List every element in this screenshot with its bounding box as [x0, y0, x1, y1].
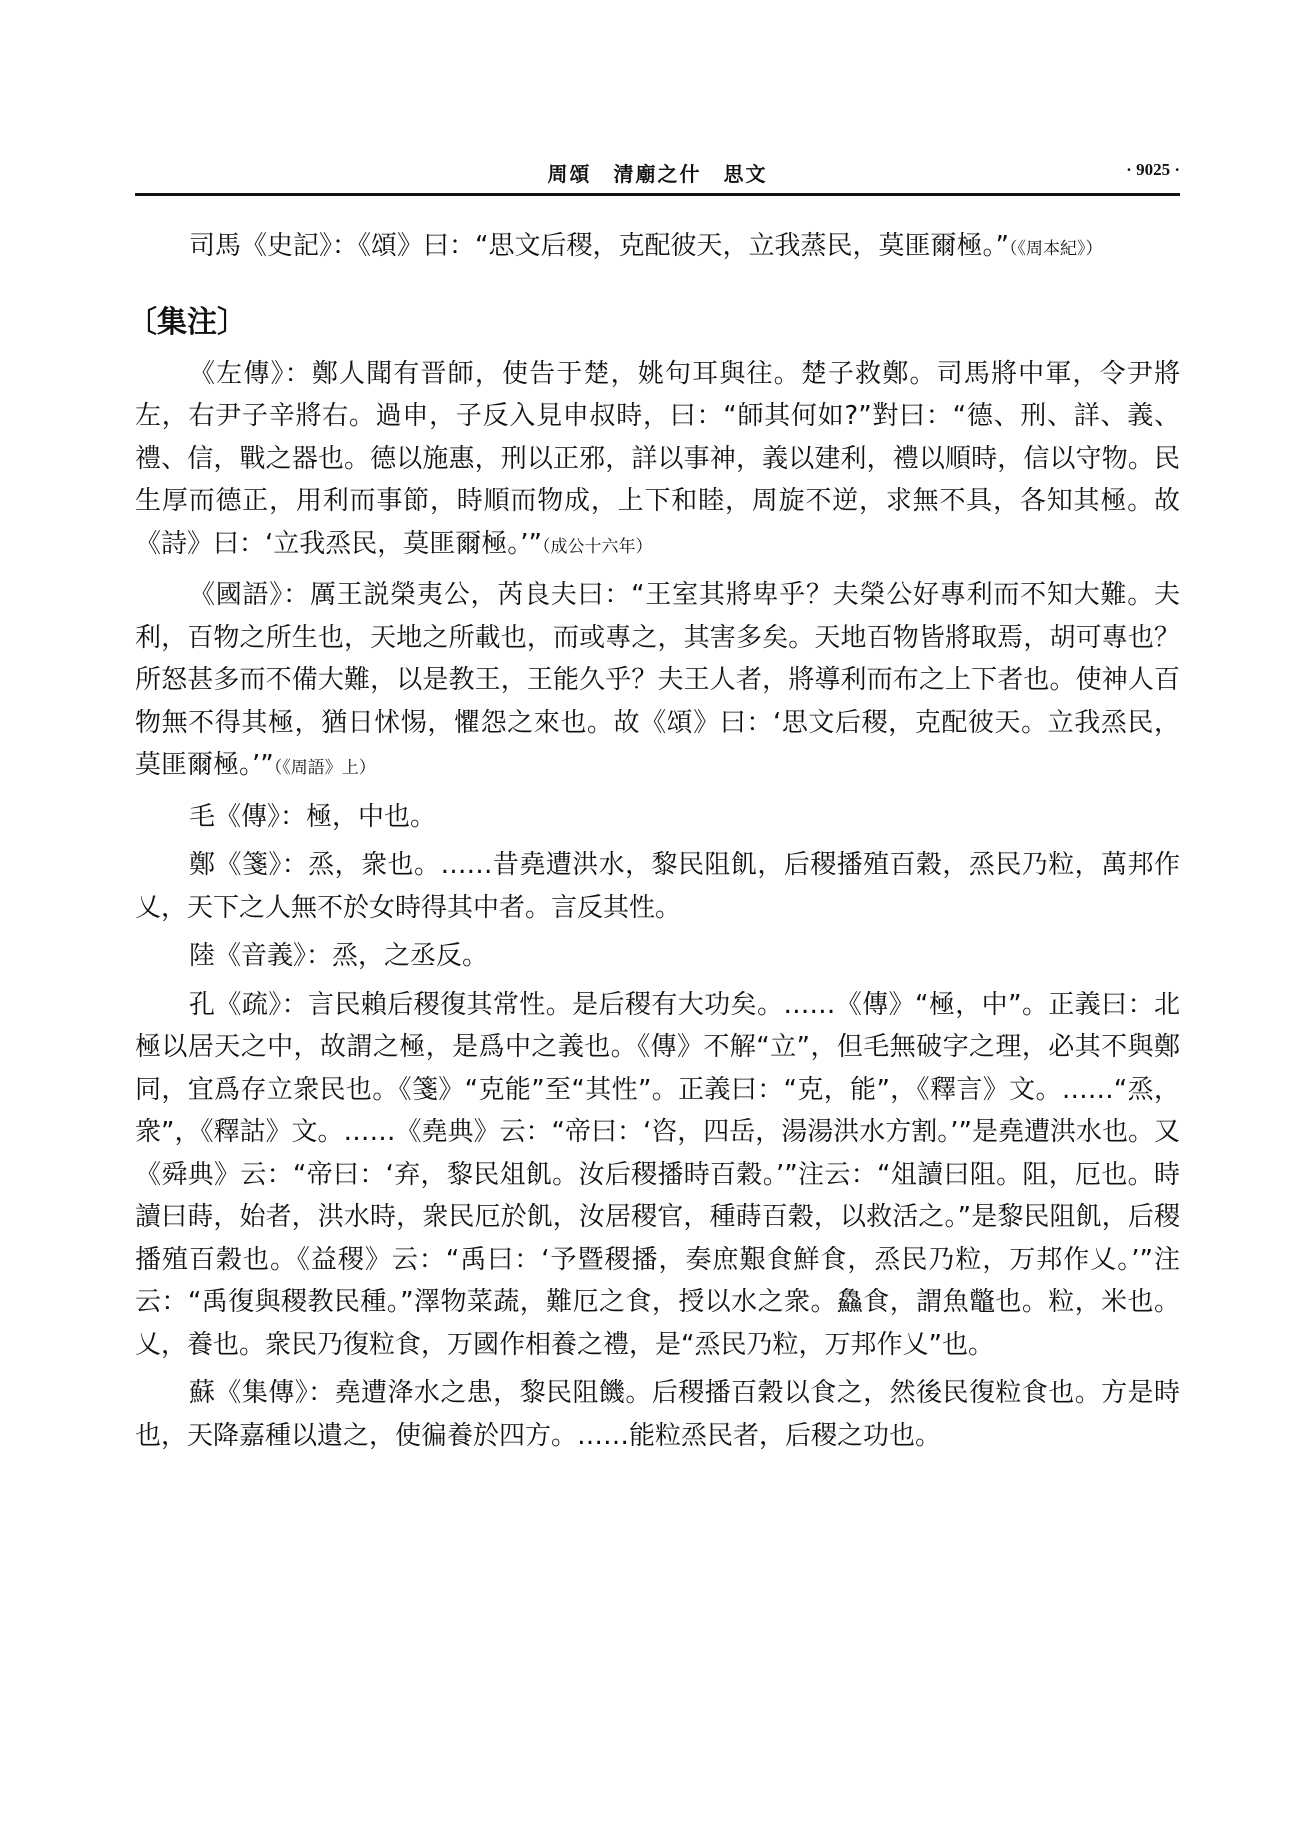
commentary-paragraph-guoyu	[135, 574, 1180, 790]
page-body	[127, 225, 1180, 1457]
intro-source: （《周本紀》）	[1008, 239, 1103, 259]
page-number: · 9025 ·	[1126, 160, 1180, 179]
intro-paragraph	[135, 225, 1180, 271]
paragraph-text: 孔《疏》：言民賴后稷復其常性。是后稷有大功矣。……《傳》“極，中”。正義曰：北極以居天之中，故謂之極，是爲中之義也。《傳》不解“立”，但毛無破字之理，必其不與鄭同，宜爲存立衆民也。《箋》“克能”至“其性”。正義曰：“克，能”，《釋言》文。……“烝，衆”，《釋詁》文。……《堯典》云：“帝曰：‘咨，四岳，湯湯洪水方割。’”是堯遭洪水也。又《舜典》云：“帝曰：‘弃，黎民俎飢。汝后稷播時百穀。’”注云：“俎讀曰阻。阻，厄也。時讀曰蒔，始者，洪水時，衆民厄於飢，汝居稷官，種蒔百穀，以救活之。”是黎民阻飢，后稷播殖百穀也。《益稷》云：“禹曰：‘予暨稷播，奏庶艱食鮮食，烝民乃粒，万邦作乂。’”注云：“禹復與稷教民種。”澤物菜蔬，難厄之食，授以水之衆。鱻食，謂魚鼈也。粒，米也。乂，養也。衆民乃復粒食，万國作相養之禮，是“烝民乃粒，万邦作乂”也。	[135, 989, 1180, 1360]
paragraph-text: 鄭《箋》：烝，衆也。……昔堯遭洪水，黎民阻飢，后稷播殖百穀，烝民乃粒，萬邦作乂，天下之人無不於女時得其中者。言反其性。	[135, 850, 1180, 923]
commentary-paragraph-kong-shu	[135, 984, 1180, 1367]
paragraph-text: 毛《傳》：極，中也。	[189, 801, 437, 832]
intro-text: 司馬《史記》：《頌》曰：“思文后稷，克配彼天，立我蒸民，莫匪爾極。”	[189, 231, 1009, 261]
commentary-paragraph-zheng-jian	[135, 844, 1180, 929]
paragraph-text: 《左傳》：鄭人聞有晋師，使告于楚，姚句耳與往。楚子救鄭。司馬將中軍，令尹將左，右尹子辛將右。過申，子反入見申叔時，曰：“師其何如?”對曰：“德、刑、詳、義、禮、信，戰之器也。德以施惠，刑以正邪，詳以事神，義以建利，禮以順時，信以守物。民生厚而德正，用利而事節，時順而物成，上下和睦，周旋不逆，求無不具，各知其極。故《詩》曰：‘立我烝民，莫匪爾極。’”	[135, 358, 1180, 559]
commentary-paragraph-zuozhuan	[135, 353, 1180, 569]
paragraph-source: （《周語》上）	[273, 758, 376, 778]
paragraph-text: 蘇《集傳》：堯遭洚水之患，黎民阻饑。后稷播百穀以食之，然後民復粒食也。方是時也，天降嘉種以遺之，使徧養於四方。……能粒烝民者，后稷之功也。	[135, 1378, 1180, 1451]
commentary-paragraph-lu-yinyi	[135, 935, 1180, 978]
commentary-paragraph-mao-zhuan	[135, 796, 1180, 839]
header-rule	[135, 193, 1180, 196]
running-header	[135, 158, 1180, 188]
commentary-paragraph-su-jizhuan	[135, 1372, 1180, 1457]
paragraph-text: 《國語》：厲王説榮夷公，芮良夫曰：“王室其將卑乎？夫榮公好專利而不知大難。夫利，百物之所生也，天地之所載也，而或專之，其害多矣。天地百物皆將取焉，胡可專也？所怒甚多而不備大難，以是教王，王能久乎？夫王人者，將導利而布之上下者也。使神人百物無不得其極，猶日怵惕，懼怨之來也。故《頌》曰：‘思文后稷，克配彼天。立我烝民，莫匪爾極。’”	[135, 580, 1180, 780]
running-header-title: 周頌 清廟之什 思文	[547, 162, 768, 186]
paragraph-text: 陸《音義》：烝，之丞反。	[189, 941, 489, 971]
paragraph-source: （成公十六年）	[542, 536, 653, 557]
section-heading: 〔集注〕	[127, 304, 247, 340]
